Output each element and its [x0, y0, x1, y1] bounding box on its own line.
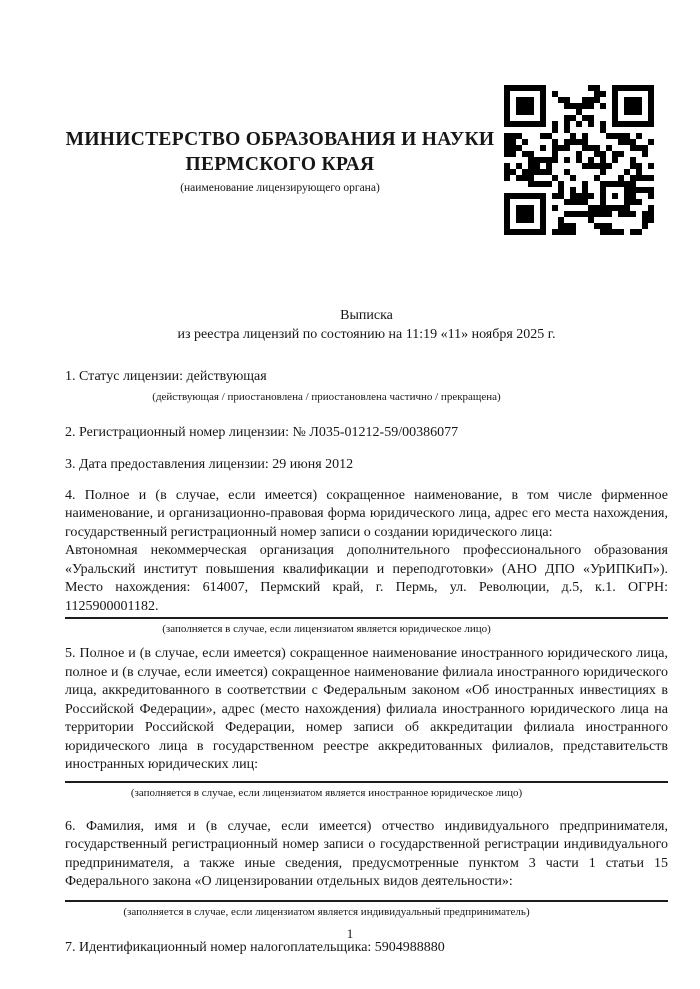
- taxpayer-id-number: 7. Идентификационный номер налогоплательщика: 5904988880: [65, 939, 445, 955]
- foreign-entity-note: (заполняется в случае, если лицензиатом является иностранное юридическое лицо): [130, 786, 523, 799]
- document-title-line2: из реестра лицензий по состоянию на 11:19 «11» ноября 2025 г.: [177, 327, 556, 342]
- legal-entity-note: (заполняется в случае, если лицензиатом является юридическое лицо): [162, 623, 491, 635]
- authority-name-line2: ПЕРМСКОГО КРАЯ: [185, 154, 375, 175]
- license-status-note: (действующая / приостановлена / приостановлена частично / прекращена): [152, 390, 501, 403]
- page-number: 1: [346, 926, 354, 941]
- individual-entrepreneur-label: 6. Фамилия, имя и (в случае, если имеется) отчество индивидуального предпринимателя, государственный регистрационный номер записи о государственной регистрации индивидуального предпринимателя, а также иные сведения, предусмотренные пунктом 3 части 1 статьи 15 Федерального закона «О лицензировании отдельных видов деятельности»:: [65, 818, 668, 889]
- fill-line-legal-entity: [65, 617, 668, 619]
- legal-entity-label: 4. Полное и (в случае, если имеется) сокращенное наименование, в том числе фирменное наименование, и организационно-правовая форма юридического лица, адрес его места нахождения, государственный регистрационный номер записи о создании юридического лица:: [65, 487, 668, 540]
- foreign-entity-label: 5. Полное и (в случае, если имеется) сокращенное наименование иностранного юридического лица, полное и (в случае, если имеется) сокращенное наименование филиала иностранного юридического лица, аккредитованного в соответствии с Федеральным законом «Об иностранных инвестициях в Российской Федерации», адрес (место нахождения) филиала иностранного юридического лица на территории Российской Федерации, номер записи об аккредитации филиала иностранного юридического лица в государственном реестре аккредитованных филиалов, представительств иностранных юридических лиц:: [65, 646, 668, 772]
- document-title: [65, 306, 668, 344]
- document-body: [65, 298, 668, 957]
- authority-name-note: (наименование лицензирующего органа): [180, 182, 380, 194]
- document-title-line1: Выписка: [340, 308, 393, 323]
- licensing-authority-header: [35, 127, 525, 195]
- license-grant-date: 3. Дата предоставления лицензии: 29 июня 2012: [65, 457, 354, 472]
- license-registration-number: 2. Регистрационный номер лицензии: № Л035-01212-59/00386077: [65, 424, 459, 440]
- license-status: 1. Статус лицензии: действующая: [65, 369, 267, 384]
- qr-code-icon: [504, 85, 654, 235]
- fill-line-individual-entrepreneur: [65, 900, 668, 902]
- fill-line-foreign-entity: [65, 781, 668, 783]
- individual-entrepreneur-note: (заполняется в случае, если лицензиатом является индивидуальный предприниматель): [123, 905, 530, 918]
- authority-name-line1: МИНИСТЕРСТВО ОБРАЗОВАНИЯ И НАУКИ: [65, 129, 495, 150]
- legal-entity-value: Автономная некоммерческая организация дополнительного профессионального образования «Уральский институт повышения квалификации и переподготовки» (АНО ДПО «УрИПКиП»). Место нахождения: 614007, Пермский край, г. Пермь, ул. Революции, д.5, к.1. ОГРН: 1125900001182.: [65, 543, 668, 614]
